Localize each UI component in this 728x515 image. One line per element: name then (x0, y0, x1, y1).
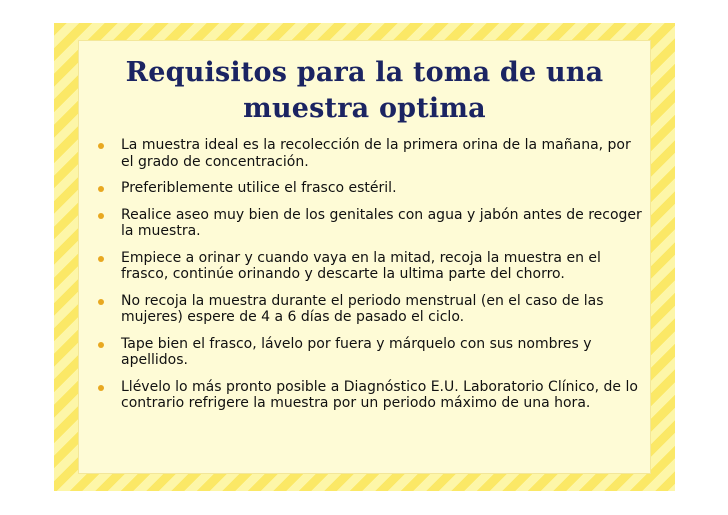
slide-title (79, 55, 650, 127)
bullet-text: Llévelo lo más pronto posible a Diagnóstico E.U. Laboratorio Clínico, de lo contrario refrigere la muestra por un periodo máximo de una hora. (121, 378, 638, 411)
bullet-item (93, 293, 645, 326)
slide-frame (54, 23, 675, 491)
bullet-dot-icon (98, 143, 104, 149)
bullet-item (93, 336, 645, 369)
slide-panel (78, 40, 651, 474)
bullet-dot-icon (98, 385, 104, 391)
bullet-dot-icon (98, 299, 104, 305)
bullet-list (93, 137, 645, 422)
bullet-text: Preferiblemente utilice el frasco estéril. (121, 180, 397, 196)
slide-title-line-1: Requisitos para la toma de una (125, 57, 604, 88)
bullet-text: Tape bien el frasco, lávelo por fuera y márquelo con sus nombres y apellidos. (121, 335, 592, 368)
bullet-item (93, 180, 645, 197)
bullet-text: No recoja la muestra durante el periodo menstrual (en el caso de las mujeres) espere de 4 a 6 días de pasado el ciclo. (121, 292, 604, 325)
bullet-item (93, 250, 645, 283)
bullet-item (93, 379, 645, 412)
bullet-text: La muestra ideal es la recolección de la primera orina de la mañana, por el grado de concentración. (121, 137, 631, 170)
bullet-item (93, 207, 645, 240)
bullet-item (93, 137, 645, 170)
bullet-dot-icon (98, 213, 104, 219)
bullet-text: Empiece a orinar y cuando vaya en la mitad, recoja la muestra en el frasco, continúe orinando y descarte la ultima parte del chorro. (121, 249, 601, 282)
slide-title-line-2: muestra optima (243, 93, 486, 124)
bullet-dot-icon (98, 186, 104, 192)
bullet-dot-icon (98, 342, 104, 348)
bullet-dot-icon (98, 256, 104, 262)
bullet-text: Realice aseo muy bien de los genitales con agua y jabón antes de recoger la muestra. (121, 206, 642, 239)
